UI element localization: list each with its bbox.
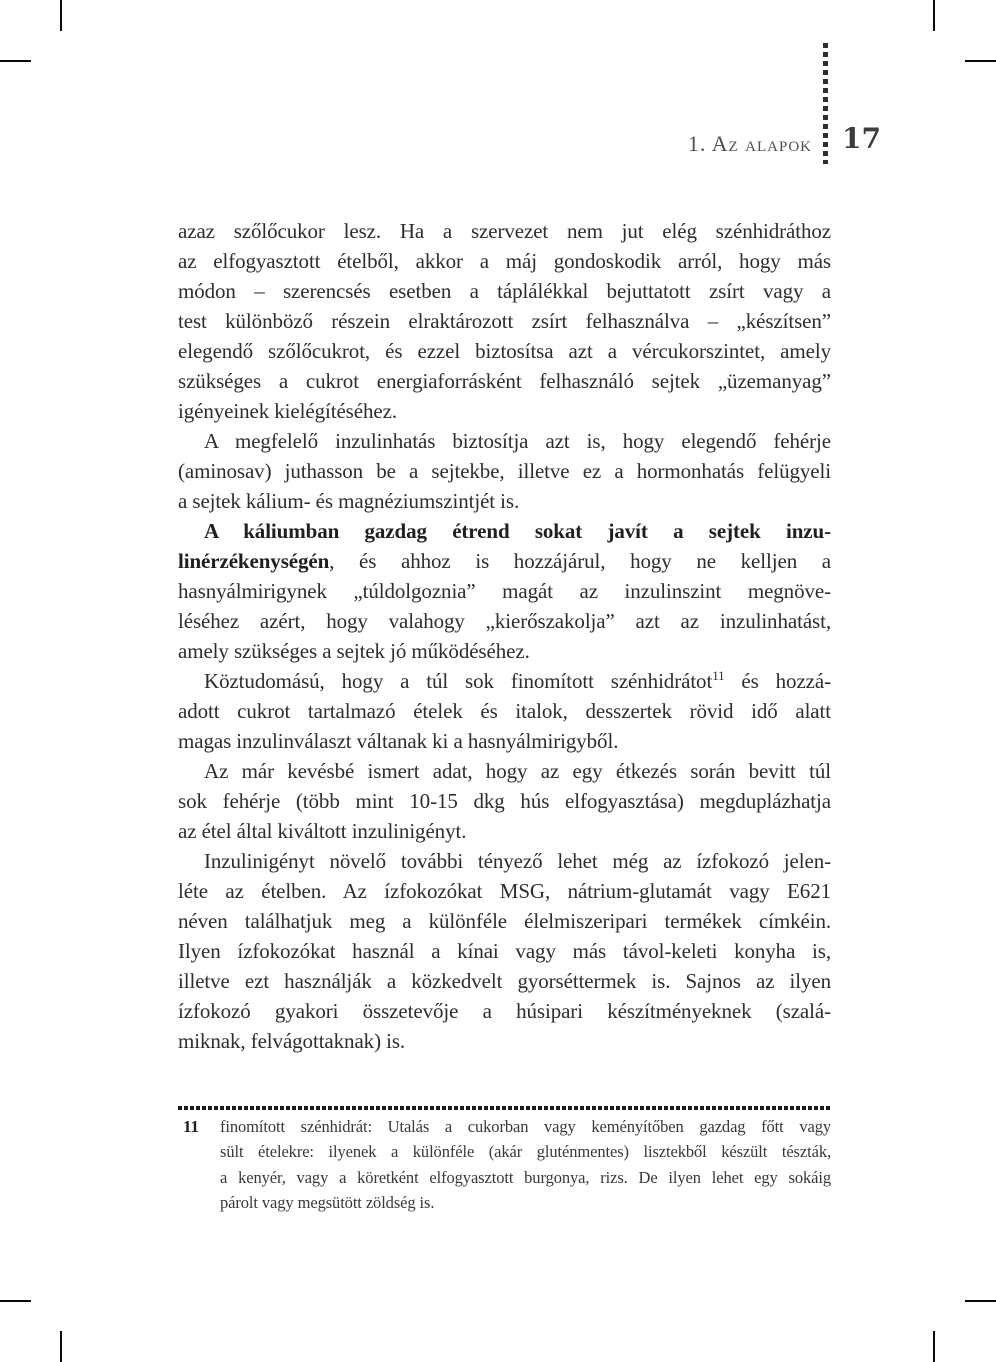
crop-mark-icon xyxy=(60,0,62,31)
text-segment: Az már kevésbé ismert adat, hogy az egy étkezés során bevitt túl xyxy=(204,759,831,783)
body-line xyxy=(178,456,831,486)
text-segment: Köztudomású, hogy a túl sok finomított szénhidrátot xyxy=(204,669,713,693)
running-header-chapter: 1. Az alapok xyxy=(687,131,812,156)
body-line xyxy=(178,606,831,636)
text-segment: az elfogyasztott ételből, akkor a máj gondoskodik arról, hogy más xyxy=(178,249,831,273)
text-segment: igényeinek kielégítéséhez. xyxy=(178,399,397,423)
body-line xyxy=(178,696,831,726)
footnote-body xyxy=(220,1114,831,1216)
crop-mark-icon xyxy=(965,60,996,62)
body-line xyxy=(178,276,831,306)
body-line xyxy=(178,486,831,516)
body-line xyxy=(178,366,831,396)
body-line xyxy=(178,726,831,756)
body-line xyxy=(178,396,831,426)
text-segment: léte az ételben. Az ízfokozókat MSG, nátrium-glutamát vagy E621 xyxy=(178,879,831,903)
footnote-line xyxy=(220,1190,831,1215)
body-line xyxy=(178,786,831,816)
text-segment: sült ételekre: ilyenek a különféle (akár gluténmentes) lisztekből készült tészták, xyxy=(220,1142,831,1162)
body-line xyxy=(178,996,831,1026)
paragraph xyxy=(178,846,831,1056)
paragraph xyxy=(178,666,831,756)
text-segment: hasnyálmirigynek „túldolgoznia” magát az inzulinszint megnöve- xyxy=(178,579,831,603)
text-segment: az étel által kiváltott inzulinigényt. xyxy=(178,819,467,843)
paragraph xyxy=(178,216,831,426)
paragraph xyxy=(178,756,831,846)
text-segment: párolt vagy megsütött zöldség is. xyxy=(220,1193,435,1213)
body-line xyxy=(178,666,831,696)
text-segment: , és ahhoz is hozzájárul, hogy ne kelljen a xyxy=(329,549,831,573)
crop-mark-icon xyxy=(933,0,935,31)
text-segment: léséhez azért, hogy valahogy „kierőszakolja” azt az inzulinhatást, xyxy=(178,609,831,633)
footnote-line xyxy=(220,1114,831,1139)
body-line xyxy=(178,246,831,276)
crop-mark-icon xyxy=(0,1300,31,1302)
crop-mark-icon xyxy=(933,1331,935,1362)
text-segment: magas inzulinválaszt váltanak ki a hasnyálmirigyből. xyxy=(178,729,619,753)
footnote-line xyxy=(220,1165,831,1190)
body-line xyxy=(178,426,831,456)
text-segment: Ilyen ízfokozókat használ a kínai vagy más távol-keleti konyha is, xyxy=(178,939,831,963)
body-line xyxy=(178,1026,831,1056)
text-segment: a kenyér, vagy a köretként elfogyasztott burgonya, rizs. De ilyen lehet egy sokáig xyxy=(220,1167,831,1187)
body-line xyxy=(178,756,831,786)
crop-mark-icon xyxy=(0,60,31,62)
text-segment: adott cukrot tartalmazó ételek és italok, desszertek rövid idő alatt xyxy=(178,699,831,723)
paragraph xyxy=(178,516,831,666)
body-line xyxy=(178,546,831,576)
body-line xyxy=(178,216,831,246)
footnote-line xyxy=(220,1139,831,1164)
text-segment: elegendő szőlőcukrot, és ezzel biztosítsa azt a vércukorszintet, amely xyxy=(178,339,831,363)
body-line xyxy=(178,816,831,846)
footnote-dotted-rule xyxy=(178,1106,831,1110)
text-segment: azaz szőlőcukor lesz. Ha a szervezet nem jut elég szénhidráthoz xyxy=(178,219,831,243)
text-segment: és hozzá- xyxy=(724,669,831,693)
text-segment: amely szükséges a sejtek jó működéséhez. xyxy=(178,639,530,663)
bold-text: A káliumban gazdag étrend sokat javít a sejtek inzu- xyxy=(204,519,831,543)
text-segment: Inzulinigényt növelő további tényező lehet még az ízfokozó jelen- xyxy=(204,849,831,873)
header-dotted-rule xyxy=(823,43,828,164)
footnote xyxy=(178,1114,831,1216)
text-segment: módon – szerencsés esetben a táplálékkal bejuttatott zsírt vagy a xyxy=(178,279,831,303)
body-line xyxy=(178,306,831,336)
body-line xyxy=(178,636,831,666)
body-line xyxy=(178,876,831,906)
text-segment: A megfelelő inzulinhatás biztosítja azt is, hogy elegendő fehérje xyxy=(204,429,831,453)
body-line xyxy=(178,516,831,546)
text-segment: test különböző részein elraktározott zsírt felhasználva – „készítsen” xyxy=(178,309,831,333)
bold-text: linérzékenységén xyxy=(178,549,330,573)
body-line xyxy=(178,846,831,876)
paragraph xyxy=(178,426,831,516)
text-segment: ízfokozó gyakori összetevője a húsipari készítményeknek (szalá- xyxy=(178,999,831,1023)
body-line xyxy=(178,576,831,606)
body-line xyxy=(178,966,831,996)
text-segment: a sejtek kálium- és magnéziumszintjét is. xyxy=(178,489,520,513)
page-number: 17 xyxy=(842,122,881,155)
text-segment: miknak, felvágottaknak) is. xyxy=(178,1029,406,1053)
body-line xyxy=(178,336,831,366)
body-text xyxy=(178,216,831,1056)
text-segment: sok fehérje (több mint 10-15 dkg hús elfogyasztása) megduplázhatja xyxy=(178,789,831,813)
text-segment: illetve ezt használják a közkedvelt gyorséttermek is. Sajnos az ilyen xyxy=(178,969,831,993)
footnote-ref: 11 xyxy=(712,668,725,683)
text-segment: szükséges a cukrot energiaforrásként felhasználó sejtek „üzemanyag” xyxy=(178,369,831,393)
text-segment: (aminosav) juthasson be a sejtekbe, illetve ez a hormonhatás felügyeli xyxy=(178,459,831,483)
body-line xyxy=(178,906,831,936)
footnote-number: 11 xyxy=(183,1117,199,1136)
body-line xyxy=(178,936,831,966)
text-segment: finomított szénhidrát: Utalás a cukorban vagy keményítőben gazdag főtt vagy xyxy=(220,1117,831,1136)
text-segment: néven találhatjuk meg a különféle élelmiszeripari termékek címkéin. xyxy=(178,909,831,933)
crop-mark-icon xyxy=(60,1331,62,1362)
crop-mark-icon xyxy=(965,1300,996,1302)
